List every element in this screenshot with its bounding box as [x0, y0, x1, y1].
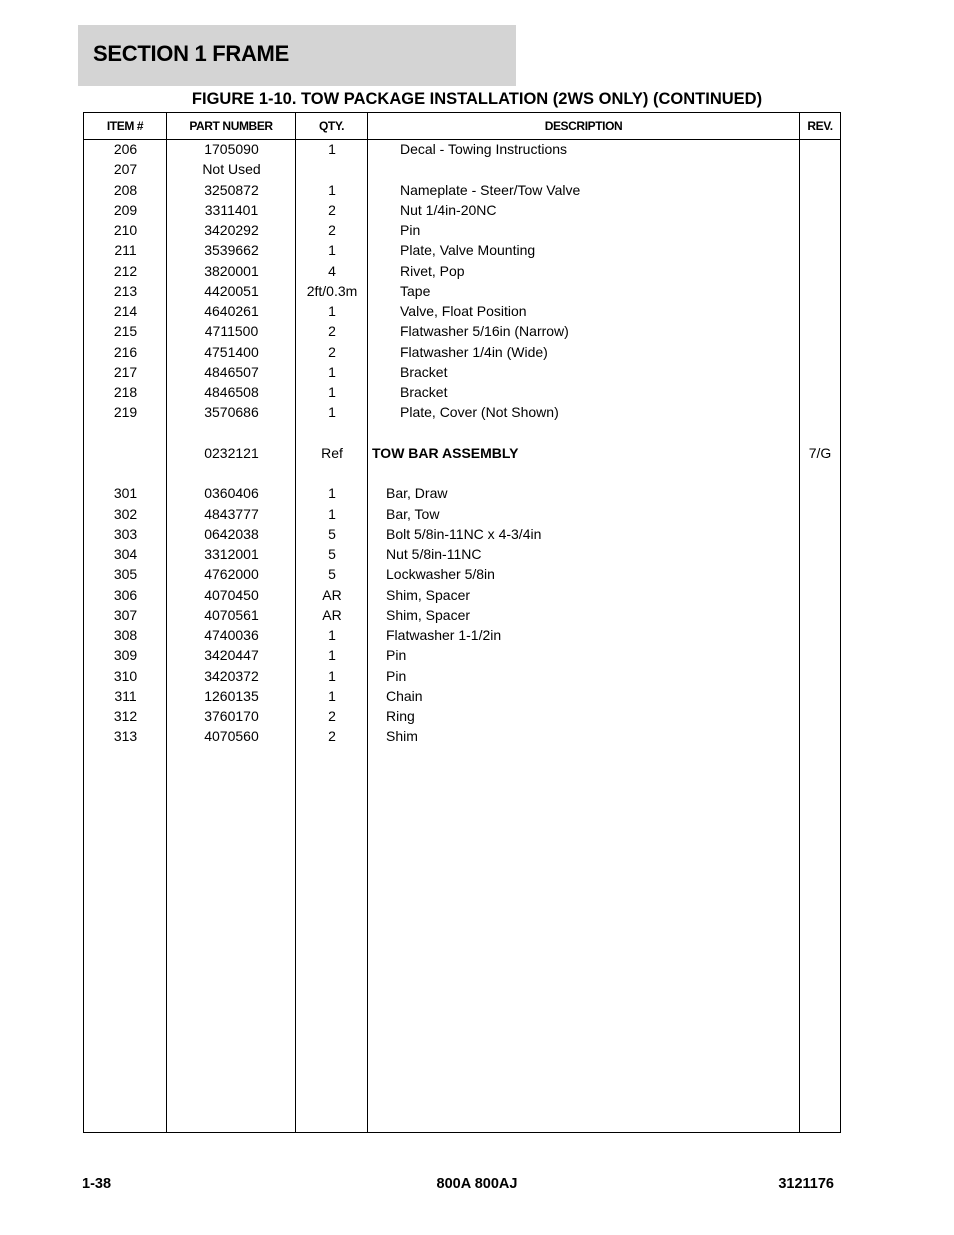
description: Shim, Spacer: [386, 606, 471, 623]
quantity: 2: [328, 323, 336, 340]
quantity: 1: [328, 627, 336, 643]
header-qty: QTY.: [318, 119, 345, 133]
item-number: 211: [114, 242, 137, 259]
quantity: 1: [328, 505, 336, 522]
table-row: [84, 605, 840, 625]
quantity: 1: [328, 384, 336, 400]
table-row: [84, 180, 840, 200]
table-row: [84, 220, 840, 240]
part-number: 4070450: [204, 586, 259, 603]
item-number: 208: [113, 181, 138, 198]
table-row: [84, 544, 840, 564]
quantity: 1: [328, 687, 336, 704]
page-number: 1-38: [82, 1176, 112, 1192]
section-title: SECTION 1 FRAME: [93, 41, 289, 66]
description: Nameplate - Steer/Tow Valve: [400, 181, 581, 198]
part-number: 4740036: [204, 627, 259, 643]
table-row: [84, 342, 840, 362]
description: Flatwasher 1-1/2in: [386, 627, 502, 643]
part-number: 3312001: [204, 546, 259, 562]
part-number: Not Used: [202, 161, 261, 178]
header-description: DESCRIPTION: [544, 119, 623, 133]
quantity: 1: [328, 404, 336, 421]
document-number: 3121176: [778, 1176, 834, 1192]
quantity: Ref: [321, 444, 343, 461]
item-number: 215: [113, 323, 138, 340]
item-number: 209: [113, 201, 138, 218]
part-number: 4846507: [204, 363, 259, 380]
part-number: 3760170: [204, 708, 259, 724]
quantity: 2: [328, 201, 336, 218]
part-number: 0232121: [204, 444, 259, 461]
figure-title: FIGURE 1-10. TOW PACKAGE INSTALLATION (2WS ONLY) (CONTINUED): [191, 90, 763, 108]
part-number: 4070561: [204, 606, 259, 623]
item-number: 305: [113, 566, 138, 583]
table-row: [84, 139, 840, 159]
description: Decal - Towing Instructions: [400, 141, 568, 157]
description: Pin: [386, 667, 407, 684]
item-number: 214: [113, 303, 138, 319]
table-row: [84, 625, 840, 645]
item-number: 307: [113, 606, 138, 623]
parts-table: [83, 112, 841, 1133]
part-number: 3420372: [204, 667, 259, 684]
description: Plate, Valve Mounting: [400, 242, 536, 259]
item-number: 304: [113, 546, 138, 562]
quantity: 1: [328, 647, 336, 664]
quantity: 1: [328, 141, 336, 157]
item-number: 206: [113, 141, 138, 157]
table-row: [84, 382, 840, 402]
table-row: [84, 706, 840, 726]
header-rev: REV.: [807, 119, 833, 133]
description: Bracket: [400, 363, 448, 380]
table-row: [84, 261, 840, 281]
part-number: 4711500: [204, 323, 259, 340]
description: Ring: [386, 708, 415, 724]
description: Flatwasher 1/4in (Wide): [400, 343, 548, 360]
table-row: [84, 666, 840, 686]
quantity: 1: [328, 363, 336, 380]
part-number: 3539662: [204, 242, 259, 259]
quantity: 1: [328, 303, 336, 319]
part-number: 4070560: [204, 728, 259, 745]
model-name: 800A 800AJ: [436, 1176, 518, 1192]
item-number: 210: [113, 222, 138, 238]
table-row: [84, 281, 840, 301]
table-row: [84, 524, 840, 544]
part-number: 3820001: [204, 262, 259, 279]
description: Pin: [386, 647, 407, 664]
table-row: [84, 402, 840, 422]
description: Shim: [386, 728, 418, 745]
table-row: [84, 686, 840, 706]
description: Plate, Cover (Not Shown): [400, 404, 559, 421]
item-number: 303: [113, 525, 138, 542]
table-row: [84, 483, 840, 503]
table-row: [84, 443, 840, 463]
description: Bar, Tow: [386, 505, 440, 522]
description: Nut 1/4in-20NC: [400, 201, 497, 218]
description: Shim, Spacer: [386, 586, 471, 603]
quantity: 2: [328, 343, 336, 360]
table-row: [84, 200, 840, 220]
item-number: 217: [113, 363, 138, 380]
part-number: 4843777: [204, 505, 259, 522]
table-row: [84, 240, 840, 260]
description: Tape: [400, 282, 431, 299]
table-row: [84, 362, 840, 382]
table-row: [84, 585, 840, 605]
quantity: 2: [328, 728, 336, 745]
part-number: 3311401: [204, 201, 259, 218]
table-row: [84, 321, 840, 341]
revision: 7/G: [808, 444, 832, 461]
part-number: 3570686: [204, 404, 259, 421]
item-number: 306: [113, 586, 138, 603]
quantity: 1: [328, 485, 336, 502]
description: Pin: [400, 222, 421, 238]
item-number: 216: [113, 343, 138, 360]
item-number: 311: [114, 687, 137, 704]
part-number: 0642038: [204, 525, 259, 542]
part-number: 3250872: [204, 181, 259, 198]
quantity: 4: [328, 262, 336, 279]
item-number: 310: [113, 667, 138, 684]
item-number: 308: [113, 627, 138, 643]
description: TOW BAR ASSEMBLY: [372, 444, 519, 461]
header-part-number: PART NUMBER: [189, 119, 273, 133]
item-number: 212: [113, 262, 138, 279]
section-header-band: [78, 25, 516, 86]
item-number: 302: [113, 505, 138, 522]
part-number: 0360406: [204, 485, 259, 502]
description: Rivet, Pop: [400, 262, 465, 279]
quantity: 2: [328, 222, 336, 238]
quantity: AR: [322, 586, 342, 603]
item-number: 312: [113, 708, 138, 724]
description: Bar, Draw: [386, 485, 448, 502]
header-item: ITEM #: [106, 119, 144, 133]
quantity: AR: [322, 606, 342, 623]
description: Chain: [386, 687, 423, 704]
part-number: 3420447: [204, 647, 259, 664]
part-number: 3420292: [204, 222, 259, 238]
quantity: 1: [328, 181, 336, 198]
part-number: 4762000: [204, 566, 259, 583]
item-number: 207: [113, 161, 138, 178]
item-number: 301: [113, 485, 138, 502]
table-row: [84, 645, 840, 665]
description: Bracket: [400, 384, 448, 400]
table-row: [84, 564, 840, 584]
description: Nut 5/8in-11NC: [386, 546, 482, 562]
item-number: 218: [113, 384, 138, 400]
item-number: 309: [113, 647, 138, 664]
quantity: 1: [328, 667, 336, 684]
item-number: 213: [113, 282, 138, 299]
part-number: 4420051: [204, 282, 259, 299]
table-row: [84, 726, 840, 746]
description: Lockwasher 5/8in: [386, 566, 495, 583]
quantity: 5: [328, 525, 336, 542]
quantity: 5: [328, 546, 336, 562]
part-number: 4751400: [204, 343, 259, 360]
part-number: 4640261: [204, 303, 259, 319]
description: Flatwasher 5/16in (Narrow): [400, 323, 569, 340]
item-number: 219: [113, 404, 138, 421]
quantity: 2: [328, 708, 336, 724]
part-number: 1260135: [204, 687, 259, 704]
table-row: [84, 504, 840, 524]
quantity: 1: [328, 242, 336, 259]
part-number: 1705090: [204, 141, 259, 157]
description: Valve, Float Position: [400, 303, 527, 319]
description: Bolt 5/8in-11NC x 4-3/4in: [386, 525, 542, 542]
part-number: 4846508: [204, 384, 259, 400]
table-row: [84, 159, 840, 179]
quantity: 5: [328, 566, 336, 583]
item-number: 313: [113, 728, 138, 745]
quantity: 2ft/0.3m: [306, 282, 358, 299]
table-row: [84, 301, 840, 321]
